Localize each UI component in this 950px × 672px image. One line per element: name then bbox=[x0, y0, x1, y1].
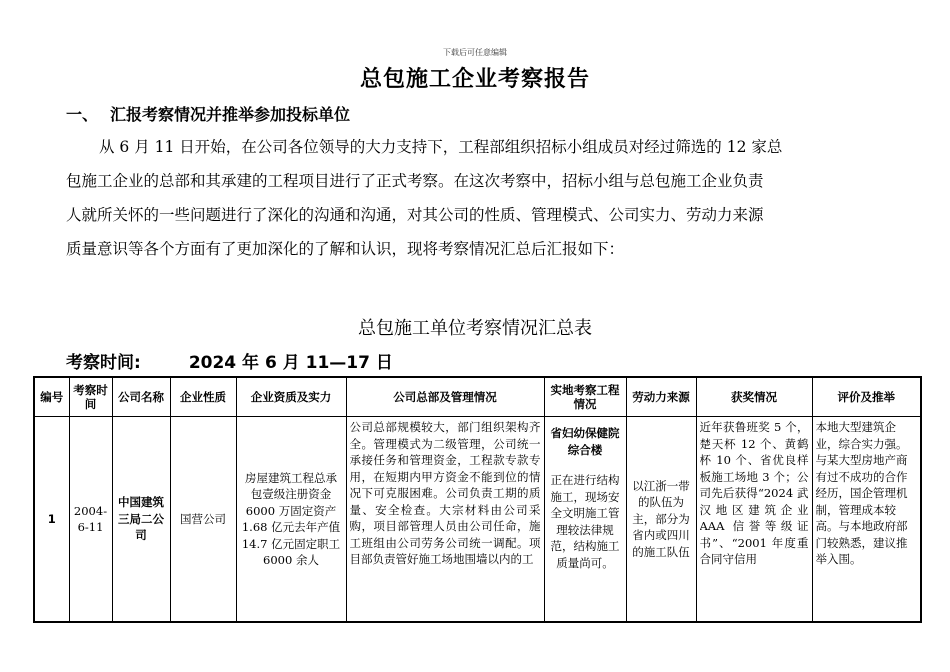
summary-table bbox=[33, 376, 922, 623]
cell-nature: 国营公司 bbox=[170, 417, 236, 623]
intro-line: 从 6 月 11 日开始，在公司各位领导的大力支持下，工程部组织招标小组成员对经过筛选的 12 家总 bbox=[99, 138, 783, 156]
cell-evaluation bbox=[812, 417, 921, 623]
table-title: 总包施工单位考察情况汇总表 bbox=[358, 318, 592, 339]
intro-line: 包施工企业的总部和其承建的工程项目进行了正式考察。在这次考察中，招标小组与总包施工企业负责 bbox=[66, 172, 764, 190]
evaluation-text: 本地大型建筑企业，综合实力强。与某大型房地产商有过不成功的合作经历，国企管理机制，管理成本较高。与本地政府部门较熟悉，建议推举入围。 bbox=[815, 420, 908, 566]
header-hq: 公司总部及管理情况 bbox=[346, 377, 544, 417]
header-site: 实地考察工程情况 bbox=[544, 377, 626, 417]
cell-awards bbox=[696, 417, 812, 623]
header-nature: 企业性质 bbox=[170, 377, 236, 417]
watermark-text: 下载后可任意编辑 bbox=[443, 48, 507, 57]
hq-text: 公司总部规模较大，部门组织架构齐全。管理模式为二级管理，公司统一承接任务和管理资金，工程款专款专用，在短期内甲方资金不能到位的情况下可克服困难。公司负责工期的质量、安全检查。大宗材料由公司采购，项目部管理人员由公司任命，施工班组由公司劳务公司统一调配。项目部负责管好施工场地围墙以内的工 bbox=[349, 420, 541, 566]
intro-line: 质量意识等各个方面有了更加深化的了解和认识，现将考察情况汇总后汇报如下： bbox=[66, 240, 625, 258]
cell-site bbox=[544, 417, 626, 623]
cell-date: 2004-6-11 bbox=[69, 417, 112, 623]
intro-line: 人就所关怀的一些问题进行了深化的沟通和沟通，对其公司的性质、管理模式、公司实力、劳动力来源 bbox=[66, 206, 764, 224]
header-evaluation: 评价及推举 bbox=[812, 377, 921, 417]
section-heading bbox=[66, 102, 350, 125]
cell-hq bbox=[346, 417, 544, 623]
awards-text: 近年获鲁班奖 5 个，楚天杯 12 个、黄鹤杯 10 个、省优良样板施工场地 3 个；公司先后获得“2024 武汉地区建筑企业 AAA 信誉等级证书”、“2001 年度重合同守信用 bbox=[699, 420, 809, 566]
site-description: 正在进行结构施工，现场安全文明施工管理较法律规范，结构施工质量尚可。 bbox=[550, 473, 620, 570]
document-title: 总包施工企业考察报告 bbox=[359, 66, 590, 92]
header-date: 考察时间 bbox=[69, 377, 112, 417]
inspection-time bbox=[66, 348, 393, 373]
header-labor: 劳动力来源 bbox=[626, 377, 696, 417]
header-awards: 获奖情况 bbox=[696, 377, 812, 417]
cell-qualification bbox=[236, 417, 346, 623]
header-no: 编号 bbox=[34, 377, 69, 417]
header-qualification: 企业资质及实力 bbox=[236, 377, 346, 417]
site-name: 省妇幼保健院综合楼 bbox=[550, 426, 620, 457]
qualification-text: 房屋建筑工程总承包壹级注册资金 6000 万固定资产 1.68 亿元去年产值 14.7 亿元固定职工 6000 余人 bbox=[241, 470, 341, 567]
section-heading-text: 汇报考察情况并推举参加投标单位 bbox=[110, 105, 351, 124]
cell-no: 1 bbox=[34, 417, 69, 623]
table-header-row bbox=[34, 377, 921, 417]
cell-company: 中国建筑三局二公司 bbox=[112, 417, 170, 623]
cell-labor: 以江浙一带的队伍为主，部分为省内或四川的施工队伍 bbox=[626, 417, 696, 623]
section-number: 一、 bbox=[66, 105, 99, 124]
inspection-time-value: 2024 年 6 月 11—17 日 bbox=[188, 353, 393, 373]
table-row bbox=[34, 417, 921, 623]
inspection-time-label: 考察时间: bbox=[66, 353, 141, 373]
intro-paragraph bbox=[66, 130, 886, 266]
header-company: 公司名称 bbox=[112, 377, 170, 417]
